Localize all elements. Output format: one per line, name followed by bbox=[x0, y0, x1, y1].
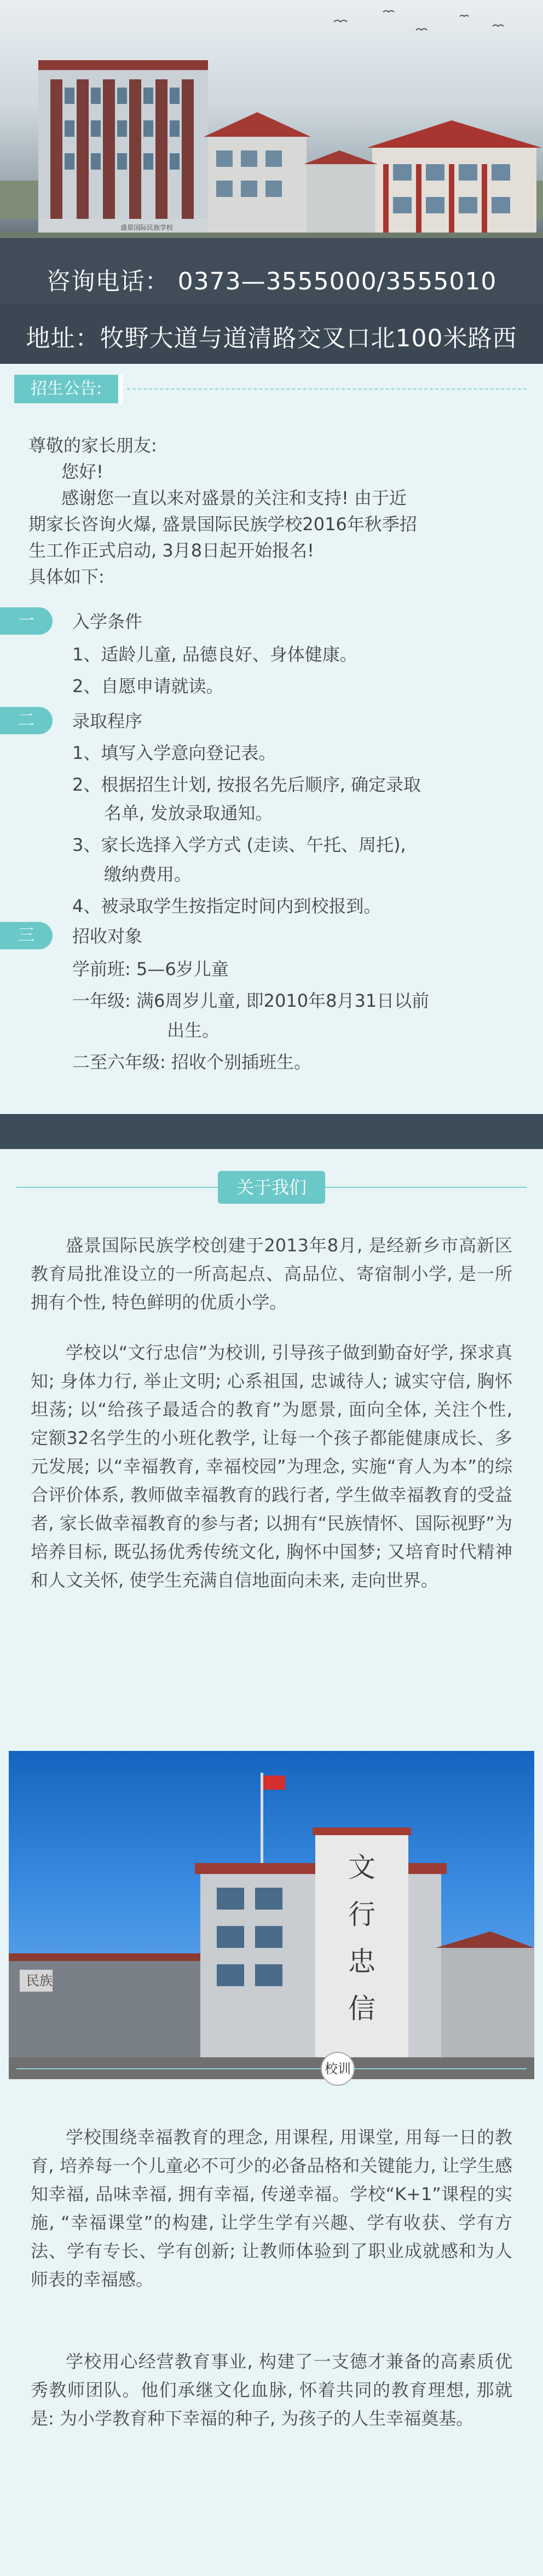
heading-rule-right bbox=[325, 1187, 527, 1188]
section-line: 1、填写入学意向登记表。 bbox=[72, 742, 276, 763]
contact-phone[interactable]: 咨询电话： 0373—3555000/3555010 bbox=[46, 268, 497, 295]
school-building-illustration bbox=[0, 0, 543, 304]
section-line: 3、家长选择入学方式 (走读、午托、周托), bbox=[72, 834, 406, 855]
section-title: 录取程序 bbox=[72, 711, 143, 732]
motto-sign-character: 信 bbox=[348, 1993, 376, 2024]
notice-divider bbox=[127, 388, 527, 391]
section-line: 名单, 发放录取通知。 bbox=[104, 803, 273, 823]
about-title: 关于我们 bbox=[218, 1171, 325, 1204]
motto-building-illustration bbox=[9, 1751, 534, 2079]
side-sign-text: 民族 bbox=[26, 1973, 53, 1988]
notice-tab-label: 招生公告: bbox=[14, 375, 118, 403]
notice-intro-line: 期家长咨询火爆, 盛景国际民族学校2016年秋季招 bbox=[28, 514, 417, 535]
notice-hello: 您好! bbox=[61, 461, 103, 482]
campus-motto-photo bbox=[9, 1751, 534, 2079]
building-sign: 盛景国际民族学校 bbox=[120, 224, 174, 231]
about-paragraph: 学校以“文行忠信”为校训, 引导孩子做到勤奋好学, 探求真知; 身体力行, 举止文明; 心系祖国, 忠诚待人; 诚实守信, 胸怀坦荡; 以“给孩子最适合的教育”为愿景, 面向全体, 关注个性, 定额32名学生的小班化教学, 让每一个孩子都能健康成长、多元发展; 以“幸福教育, 幸福校园”为理念, 实施“育人为本”的综合评价体系, 教师做幸福教育的践行者, 学生做幸福教育的受益者, 家长做幸福教育的参与者; 以拥有“民族情怀、国际视野”为培养目标, 既弘扬优秀传统文化, 胸怀中国梦; 又培育时代精神和人文关怀, 使学生充满自信地面向未来, 走向世界。 bbox=[31, 1342, 512, 1591]
contact-address: 地址：牧野大道与道清路交叉口北100米路西 bbox=[26, 324, 517, 352]
section-title: 招收对象 bbox=[72, 926, 143, 947]
about-paragraph: 盛景国际民族学校创建于2013年8月, 是经新乡市高新区教育局批准设立的一所高起点、高品位、寄宿制小学, 是一所拥有个性, 特色鲜明的优质小学。 bbox=[31, 1235, 512, 1313]
admission-notice-card bbox=[0, 364, 543, 1114]
section-number-badge: 一 bbox=[0, 607, 53, 635]
section-line: 缴纳费用。 bbox=[104, 864, 192, 885]
motto-sign-character: 忠 bbox=[348, 1946, 376, 1977]
caption-rule-left bbox=[16, 2068, 321, 2069]
motto-sign bbox=[337, 1844, 386, 2032]
section-line: 1、适龄儿童, 品德良好、身体健康。 bbox=[72, 644, 357, 665]
heading-rule-left bbox=[16, 1187, 218, 1188]
motto-sign-character: 文 bbox=[348, 1852, 376, 1883]
about-paragraph: 学校用心经营教育事业, 构建了一支德才兼备的高素质优秀教师团队。他们承继文化血脉, 怀着共同的教育理想, 那就是: 为小学教育种下幸福的种子, 为孩子的人生幸福奠基。 bbox=[31, 2351, 512, 2429]
hero-banner bbox=[0, 0, 543, 304]
section-line: 二至六年级: 招收个别插班生。 bbox=[72, 1052, 311, 1072]
photo-caption: 校训 bbox=[321, 2052, 355, 2086]
about-us-card bbox=[0, 1149, 543, 2576]
section-line: 4、被录取学生按指定时间内到校报到。 bbox=[72, 896, 382, 916]
notice-intro-line: 感谢您一直以来对盛景的关注和支持! 由于近 bbox=[61, 488, 407, 508]
about-heading bbox=[0, 1171, 543, 1204]
section-line: 一年级: 满6周岁儿童, 即2010年8月31日以前 bbox=[72, 990, 430, 1011]
caption-rule-right bbox=[354, 2068, 527, 2069]
section-number-badge: 二 bbox=[0, 707, 53, 734]
section-title: 入学条件 bbox=[72, 611, 143, 632]
notice-greeting: 尊敬的家长朋友: bbox=[28, 435, 157, 456]
section-line: 学前班: 5—6岁儿童 bbox=[72, 959, 229, 979]
notice-intro-line: 生工作正式启动, 3月8日起开始报名! bbox=[28, 540, 314, 561]
section-line: 2、自愿申请就读。 bbox=[72, 676, 224, 697]
section-number-badge: 三 bbox=[0, 922, 53, 949]
notice-intro-line: 具体如下: bbox=[28, 566, 105, 587]
motto-sign-character: 行 bbox=[348, 1899, 376, 1930]
about-paragraph: 学校围绕幸福教育的理念, 用课程, 用课堂, 用每一日的教育, 培养每一个儿童必不可少的必备品格和关键能力, 让学生感知幸福, 品味幸福, 拥有幸福, 传递幸福。学校“K+1”课程的实施, “幸福课堂”的构建, 让学生学有兴趣、学有收获、学有方法、学有专长、学有创新; 让教师体验到了职业成就感和为人师表的幸福感。 bbox=[31, 2127, 512, 2290]
section-line: 2、根据招生计划, 按报名先后顺序, 确定录取 bbox=[72, 774, 421, 795]
notice-tab-edge bbox=[118, 375, 123, 403]
section-line: 出生。 bbox=[167, 1020, 220, 1041]
